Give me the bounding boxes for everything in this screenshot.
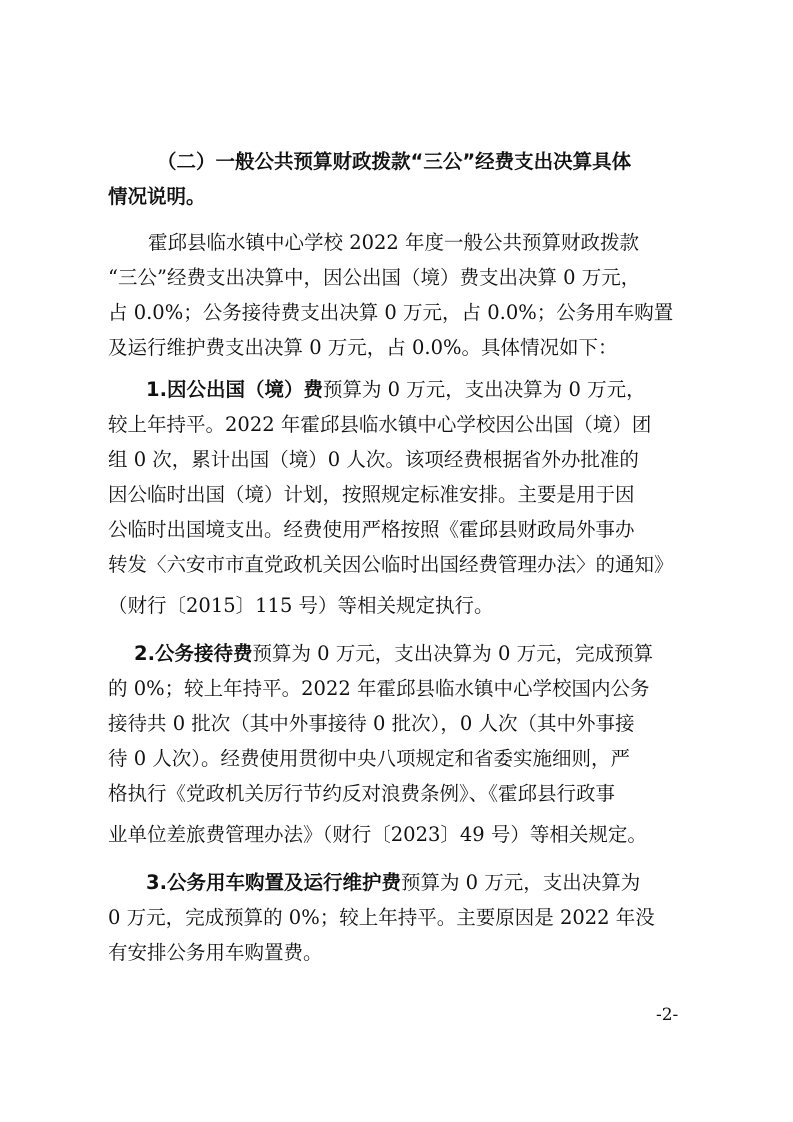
item1-line: （财行〔2015〕115 号）等相关规定执行。 (108, 594, 494, 617)
intro-paragraph-line: 及运行维护费支出决算 0 万元，占 0.0%。具体情况如下： (108, 336, 618, 359)
item2-first-text: 预算为 0 万元，支出决算为 0 万元，完成预算 (252, 642, 654, 665)
item2-line: 的 0%；较上年持平。2022 年霍邱县临水镇中心学校国内公务 (108, 677, 650, 700)
item2-line: 待 0 人次）。经费使用贯彻中央八项规定和省委实施细则，严 (108, 747, 631, 770)
item1-line: 因公临时出国（境）计划，按照规定标准安排。主要是用于因 (108, 483, 635, 506)
item2-line: 接待共 0 批次（其中外事接待 0 批次），0 人次（其中外事接 (108, 712, 635, 735)
intro-paragraph-line: “三公”经费支出决算中，因公出国（境）费支出决算 0 万元， (108, 266, 641, 289)
item2-title: 2.公务接待费 (134, 642, 253, 665)
item1-line: 转发〈六安市市直党政机关因公临时出国经费管理办法〉的通知》 (108, 553, 674, 576)
item3-line: 0 万元，完成预算的 0%；较上年持平。主要原因是 2022 年没 (108, 906, 655, 929)
item1-title: 1.因公出国（境）费 (146, 378, 323, 401)
item2-first-line (134, 640, 653, 668)
item1-line: 公临时出国境支出。经费使用严格按照《霍邱县财政局外事办 (108, 518, 635, 541)
item2-line: 格执行《党政机关厉行节约反对浪费条例》、《霍邱县行政事 (108, 782, 616, 805)
item1-first-text: 预算为 0 万元，支出决算为 0 万元， (322, 378, 646, 401)
section-heading-line-2: 情况说明。 (108, 185, 206, 208)
item1-line: 较上年持平。2022 年霍邱县临水镇中心学校因公出国（境）团 (108, 413, 652, 436)
page-number: -2- (656, 1005, 679, 1025)
item3-first-line (146, 869, 640, 897)
item2-line: 业单位差旅费管理办法》（财行〔2023〕49 号）等相关规定。 (108, 823, 647, 846)
item1-first-line (146, 376, 646, 404)
intro-paragraph-line: 霍邱县临水镇中心学校 2022 年度一般公共预算财政拨款 (148, 231, 640, 254)
item3-line: 有安排公务用车购置费。 (108, 941, 323, 964)
section-heading-line-1: （二）一般公共预算财政拨款“三公”经费支出决算具体 (157, 150, 632, 173)
item3-first-text: 预算为 0 万元，支出决算为 (400, 871, 641, 894)
intro-paragraph-line: 占 0.0%；公务接待费支出决算 0 万元，占 0.0%；公务用车购置 (108, 301, 674, 324)
item3-title: 3.公务用车购置及运行维护费 (146, 871, 401, 894)
item1-line: 组 0 次，累计出国（境）0 人次。该项经费根据省外办批准的 (108, 448, 639, 471)
